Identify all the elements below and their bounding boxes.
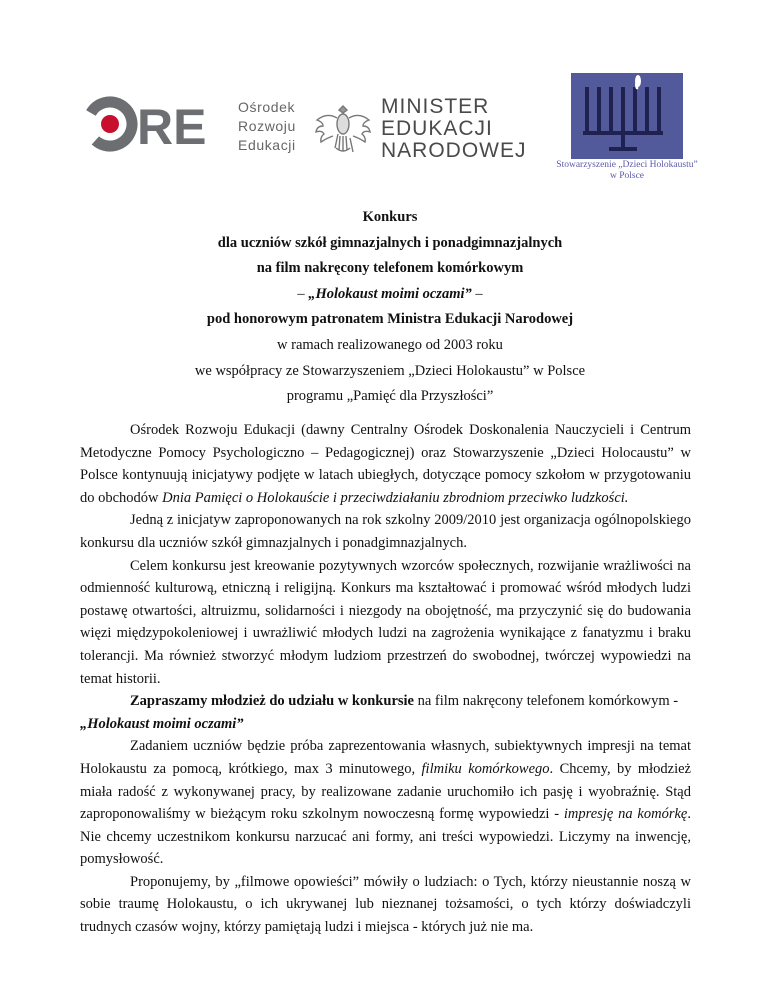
men-line1: MINISTER xyxy=(381,95,490,118)
p5-italic1: filmiku komórkowego xyxy=(421,760,550,777)
heading-line3: na film nakręcony telefonem komórkowym xyxy=(256,260,524,277)
assoc-line2: w Polsce xyxy=(609,171,645,181)
menorah-logo-icon xyxy=(571,73,683,159)
heading-dash-right: – xyxy=(471,285,483,302)
ore-name xyxy=(238,98,296,155)
p5-text3: . Nie chcemy uczestnikom konkursu narzucać ani formy, ani treści wypowiedzi. Liczymy na inwencję, pomysłowość. xyxy=(80,806,691,868)
assoc-line1: Stowarzyszenie „Dzieci Holokaustu” xyxy=(556,160,698,170)
ore-name-line1: Ośrodek xyxy=(238,99,296,115)
paragraph-2: Jedną z inicjatyw zaproponowanych na rok szkolny 2009/2010 jest organizacja ogólnopolskiego konkursu dla uczniów szkół gimnazjalnych i ponadgimnazjalnych. xyxy=(80,512,691,551)
ore-logo xyxy=(82,96,224,152)
men-line3: NARODOWEJ xyxy=(381,139,527,162)
heading-line1: Konkurs xyxy=(362,209,418,225)
heading-line7: we współpracy ze Stowarzyszeniem „Dzieci Holokaustu” w Polsce xyxy=(194,362,586,379)
paragraph-6: Proponujemy, by „filmowe opowieści” mówiły o ludziach: o Tych, którzy nieustannie noszą w sobie traumę Holokaustu, o ich ukrywanej lub nieznanej tożsamości, o tych którzy doświadczyli trudnych czasów wojny, którzy pamiętają ludzi i miejsca - których już nie ma. xyxy=(80,873,691,936)
p4-text: na film nakręcony telefonem komórkowym - xyxy=(413,693,679,710)
p5-italic2: impresję na komórkę xyxy=(563,806,688,823)
heading-line5: pod honorowym patronatem Ministra Edukacji Narodowej xyxy=(206,311,574,328)
heading-line2: dla uczniów szkół gimnazjalnych i ponadgimnazjalnych xyxy=(217,234,563,251)
eagle-emblem-icon xyxy=(314,100,372,158)
p4-bold: Zapraszamy młodzież do udziału w konkursie xyxy=(130,693,414,710)
p4-italic-title: „Holokaust moimi oczami” xyxy=(80,715,244,732)
association-caption xyxy=(546,160,708,182)
paragraph-4b xyxy=(80,713,691,736)
heading-line8: programu „Pamięć dla Przyszłości” xyxy=(286,388,494,405)
men-line2: EDUKACJI xyxy=(381,117,493,140)
men-logo-text xyxy=(381,96,527,162)
ore-name-line3: Edukacji xyxy=(238,137,296,153)
heading-dash-left: – xyxy=(297,285,309,302)
p5-text2: . Chcemy, by młodzież miała radość z wykonywanej pracy, by realizowane zadanie uruchomiło ich pasję i wyobraźnię. Stąd zaproponowaliśmy w bieżącym roku szkolnym nowoczesną formę wypowiedzi - xyxy=(80,760,691,823)
competition-title: „Holokaust moimi oczami” xyxy=(308,285,472,302)
paragraph-5 xyxy=(80,735,691,871)
paragraph-1 xyxy=(80,419,691,509)
heading-line6: w ramach realizowanego od 2003 roku xyxy=(277,336,503,353)
p1-text: Ośrodek Rozwoju Edukacji (dawny Centralny Ośrodek Doskonalenia Nauczycieli i Centrum Metodyczne Pomocy Psychologiczno – Pedagogicznej) oraz Stowarzyszenie „Dzieci Holocaustu” w Polsce kontynuują inicjatywy podjęte w latach ubiegłych, dotyczące pomocy szkołom w przygotowaniu do obchodów xyxy=(80,422,691,506)
p1-italic: Dnia Pamięci o Holokauście i przeciwdziałaniu zbrodniom przeciwko ludzkości. xyxy=(162,489,629,506)
announcement-heading xyxy=(80,205,700,410)
ore-wordmark: RE xyxy=(137,99,207,152)
heading-line4 xyxy=(80,282,700,308)
paragraph-3: Celem konkursu jest kreowanie pozytywnych wzorców społecznych, rozwijanie wrażliwości na odmienność kulturową, etniczną i religijną. Konkurs ma kształtować i promować wśród młodych ludzi postawę otwartości, altruizmu, solidarności i niezgody na obojętność, ma przyczynić się do budowania więzi międzypokoleniowej i uwrażliwić młodych ludzi na zagrożenia wynikające z fanatyzmu i braku tolerancji. Ma również stworzyć młodym ludziom przestrzeń do swobodnej, twórczej wypowiedzi na temat historii. xyxy=(80,557,691,687)
paragraph-4 xyxy=(80,690,691,713)
ore-name-line2: Rozwoju xyxy=(238,118,296,134)
p5-text1: Zadaniem uczniów będzie próba zaprezentowania własnych, subiektywnych impresji na temat Holokaustu za pomocą, krótkiego, max 3 minutowego, xyxy=(80,738,691,777)
document-body xyxy=(80,419,691,939)
